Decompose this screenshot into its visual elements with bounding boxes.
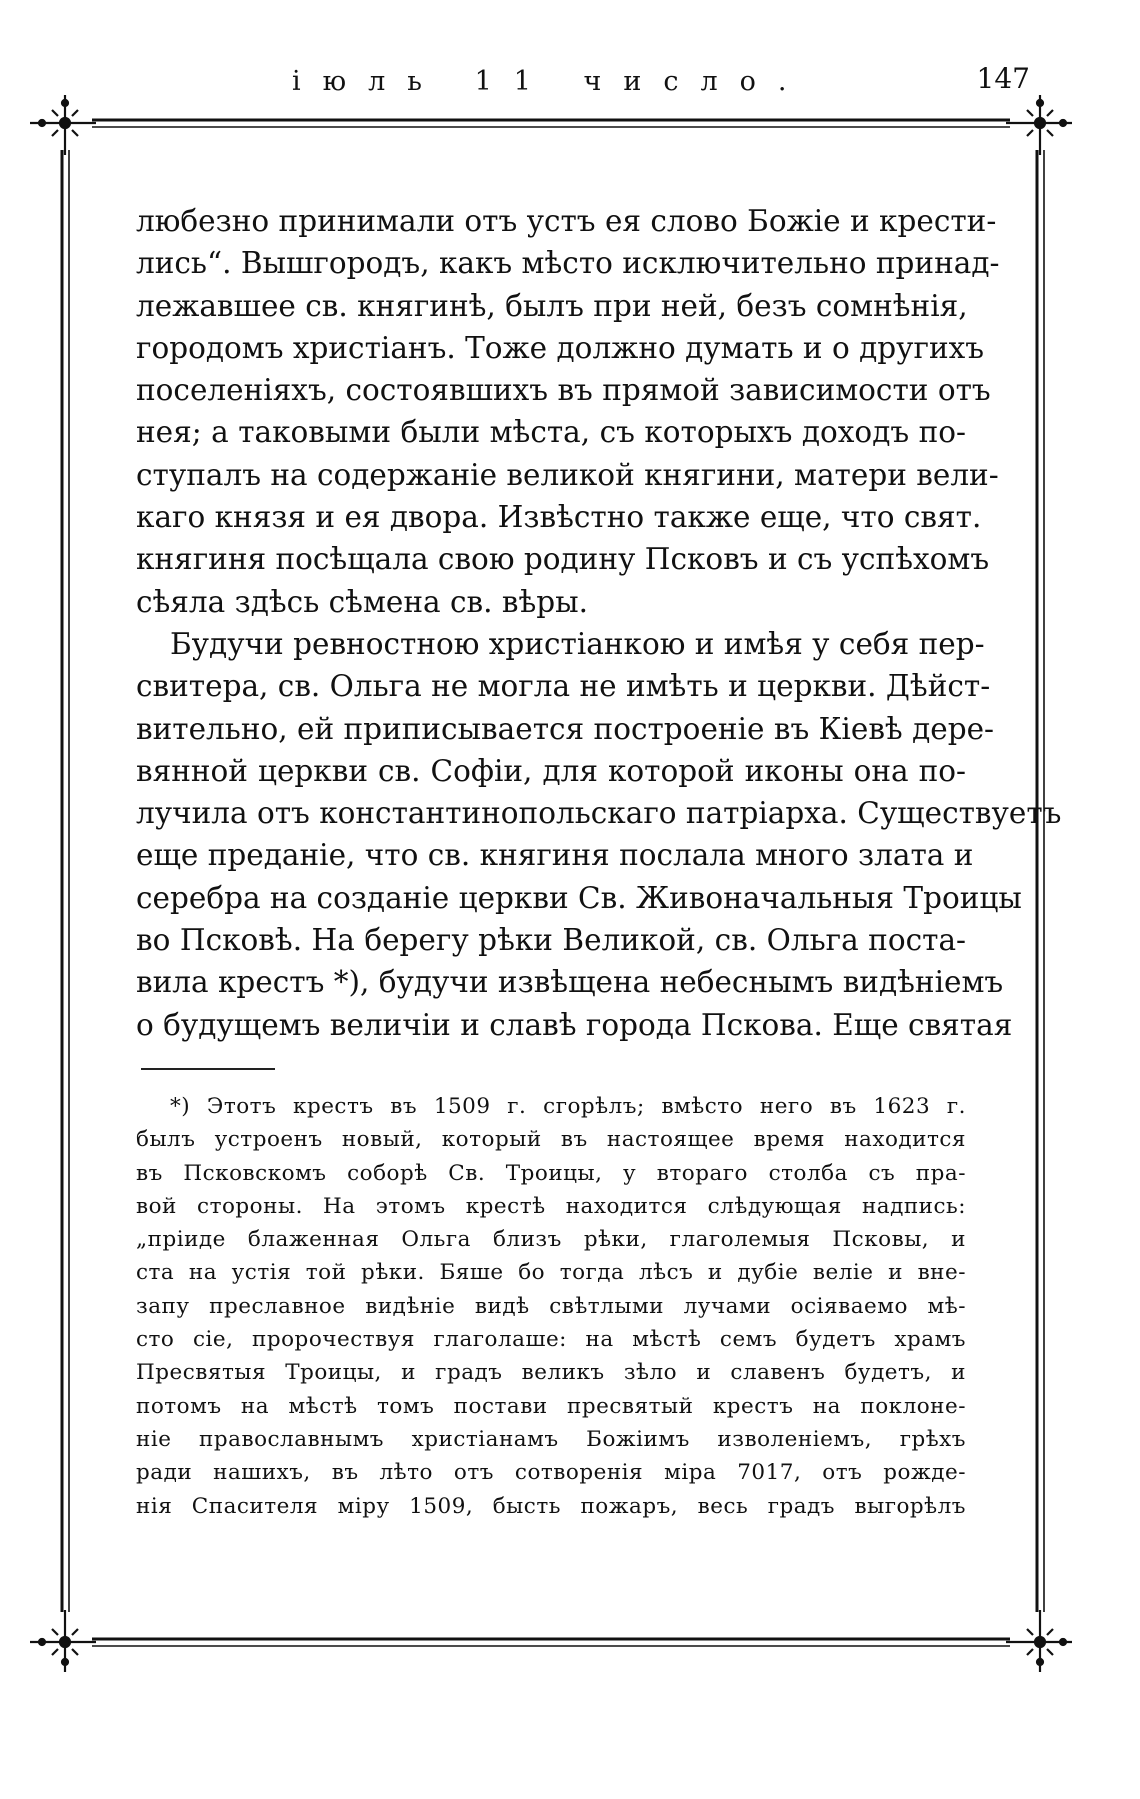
text-line: во Псковѣ. На берегу рѣки Великой, св. Ольга поста- [136,923,966,958]
text-line: лучила отъ константинопольскаго патріарха. Существуетъ [136,796,1062,831]
text-line: еще преданіе, что св. княгиня послала много злата и [136,838,974,873]
text-line: лежавшее св. княгинѣ, былъ при ней, безъ сомнѣнія, [136,288,968,323]
footnote-block [136,1090,966,1523]
running-header-title: іюль 11 число. [292,66,809,97]
text-line: любезно принимали отъ устъ ея слово Божіе и крести- [136,204,997,238]
footnote-line: нія Спасителя міру 1509, бысть пожаръ, весь градъ выгорѣлъ [136,1493,966,1519]
footnote-line: вой стороны. На этомъ крестѣ находится слѣдующая надпись: [136,1193,966,1219]
corner-ornament-top-right [1006,95,1072,155]
text-line: поселеніяхъ, состоявшихъ въ прямой зависимости отъ [136,373,991,408]
text-line: Будучи ревностною христіанкою и имѣя у себя пер- [170,626,985,661]
text-line: вила крестъ *), будучи извѣщена небеснымъ видѣніемъ [136,965,1004,1000]
corner-ornament-top-left [30,95,96,155]
footnote-line: въ Псковскомъ соборѣ Св. Троицы, у втораго столба съ пра- [136,1160,966,1186]
corner-ornament-bottom-left [30,1610,96,1672]
text-line: нея; а таковыми были мѣста, съ которыхъ доходъ по- [136,415,966,450]
corner-ornament-bottom-right [1006,1610,1072,1672]
footnote-line: запу преславное видѣніе видѣ свѣтлыми лучами осіяваемо мѣ- [136,1293,966,1319]
text-line: свитера, св. Ольга не могла не имѣть и церкви. Дѣйст- [136,669,991,704]
text-line: каго князя и ея двора. Извѣстно также еще, что свят. [136,500,982,535]
footnote-line: былъ устроенъ новый, который въ настоящее время находится [136,1127,966,1153]
text-line: городомъ христіанъ. Тоже должно думать и о другихъ [136,330,985,365]
text-line: княгиня посѣщала свою родину Псковъ и съ успѣхомъ [136,542,990,577]
footnote-line: ніе православнымъ христіанамъ Божіимъ изволеніемъ, грѣхъ [136,1426,966,1452]
page-number: 147 [976,62,1030,95]
main-text-block [136,200,1062,1046]
text-line: лись“. Вышгородъ, какъ мѣсто исключительно принад- [136,246,1000,281]
text-line: вительно, ей приписывается построеніе въ Кіевѣ дере- [136,711,995,746]
footnote-line: Пресвятыя Троицы, и градъ великъ зѣло и славенъ будетъ, и [136,1360,966,1386]
footnote-divider [141,1068,275,1070]
footnote-line: потомъ на мѣстѣ томъ постави пресвятый крестъ на поклоне- [136,1393,966,1419]
footnote-line: *) Этотъ крестъ въ 1509 г. сгорѣлъ; вмѣсто него въ 1623 г. [170,1094,966,1119]
footnote-line: „пріиде блаженная Ольга близъ рѣки, глаголемыя Псковы, и [136,1227,966,1253]
text-line: ступалъ на содержаніе великой княгини, матери вели- [136,457,999,492]
footnote-line: ста на устія той рѣки. Бяше бо тогда лѣсъ и дубіе веліе и вне- [136,1260,966,1286]
footnote-line: ради нашихъ, въ лѣто отъ сотворенія міра 7017, отъ рожде- [136,1460,966,1486]
text-line: серебра на созданіе церкви Св. Живоначальныя Троицы [136,880,1022,915]
text-line: сѣяла здѣсь сѣмена св. вѣры. [136,584,588,619]
text-line: о будущемъ величіи и славѣ города Пскова. Еще святая [136,1007,1013,1042]
text-line: вянной церкви св. Софіи, для которой иконы она по- [136,753,966,788]
footnote-line: сто сіе, пророчествуя глаголаше: на мѣстѣ семъ будетъ храмъ [136,1327,966,1353]
